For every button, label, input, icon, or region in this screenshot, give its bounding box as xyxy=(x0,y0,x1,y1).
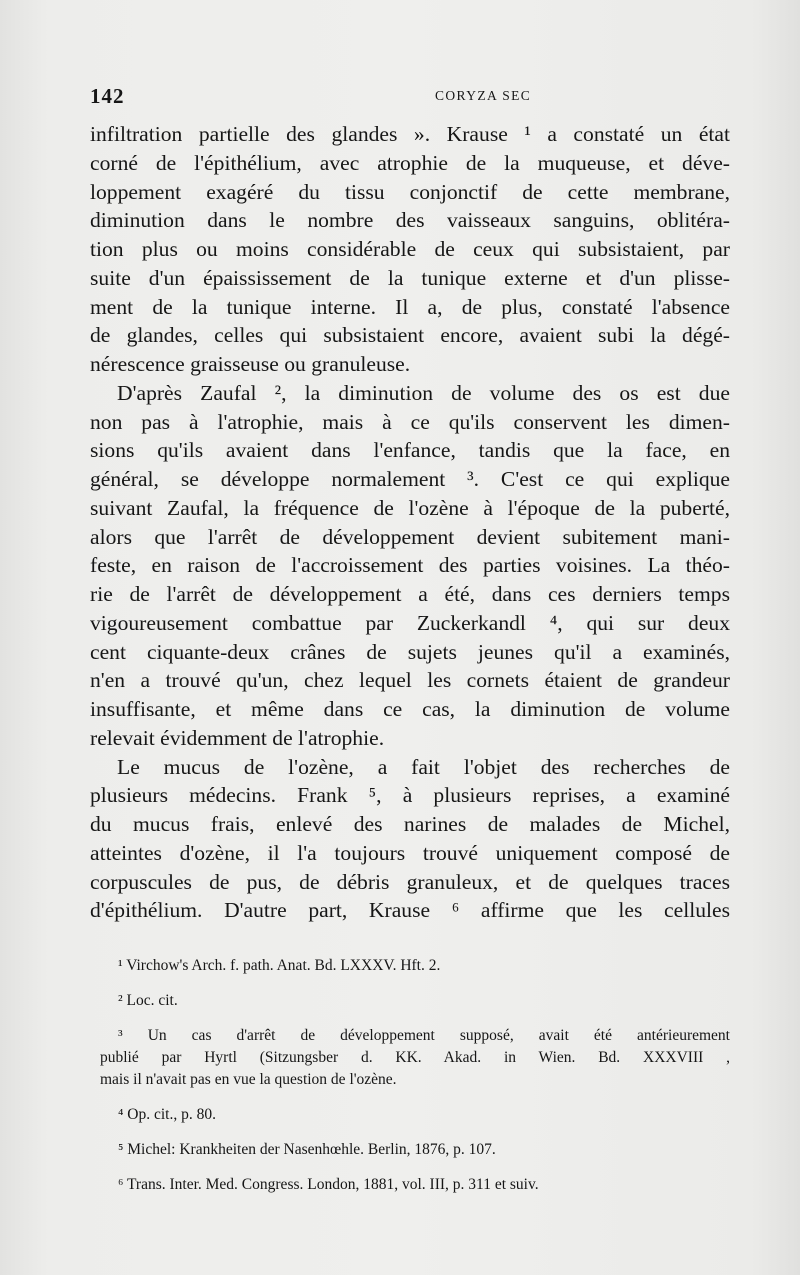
body-line: cent ciquante-deux crânes de sujets jeunes qu'il a examinés, xyxy=(90,639,730,664)
footnote-2: ² Loc. cit. xyxy=(118,992,178,1009)
page-number: 142 xyxy=(90,84,125,108)
body-line: plusieurs médecins. Frank ⁵, à plusieurs reprises, a examiné xyxy=(90,783,730,808)
body-line: alors que l'arrêt de développement devient subitement mani- xyxy=(90,524,730,549)
body-line: du mucus frais, enlevé des narines de malades de Michel, xyxy=(90,812,730,836)
body-line: rie de l'arrêt de développement a été, dans ces derniers temps xyxy=(90,582,730,606)
paragraph-start-line: D'après Zaufal ², la diminution de volume des os est due xyxy=(117,380,730,405)
body-line: ment de la tunique interne. Il a, de plus, constaté l'absence xyxy=(90,294,730,319)
page-header xyxy=(90,84,730,114)
body-line: tion plus ou moins considérable de ceux qui subsistaient, par xyxy=(90,237,730,261)
body-line: suite d'un épaississement de la tunique externe et d'un plisse- xyxy=(90,265,730,290)
body-line: de glandes, celles qui subsistaient encore, avaient subi la dégé- xyxy=(90,323,730,348)
body-line: feste, en raison de l'accroissement des parties voisines. La théo- xyxy=(90,553,730,578)
body-line: corné de l'épithélium, avec atrophie de la muqueuse, et déve- xyxy=(90,150,730,175)
body-line: relevait évidemment de l'atrophie. xyxy=(90,725,385,750)
body-line: insuffisante, et même dans ce cas, la diminution de volume xyxy=(90,697,730,721)
body-line: loppement exagéré du tissu conjonctif de cette membrane, xyxy=(90,179,730,204)
body-line: vigoureusement combattue par Zuckerkandl ⁴, qui sur deux xyxy=(90,610,730,635)
footnote-5: ⁵ Michel: Krankheiten der Nasenhœhle. Berlin, 1876, p. 107. xyxy=(118,1141,496,1158)
body-line: suivant Zaufal, la fréquence de l'ozène à l'époque de la puberté, xyxy=(90,495,730,520)
body-line: diminution dans le nombre des vaisseaux sanguins, oblitéra- xyxy=(90,208,730,233)
body-line: nérescence graisseuse ou granuleuse. xyxy=(90,352,411,376)
footnote-6: ⁶ Trans. Inter. Med. Congress. London, 1881, vol. III, p. 311 et suiv. xyxy=(118,1176,539,1193)
footnote-1: ¹ Virchow's Arch. f. path. Anat. Bd. LXXXV. Hft. 2. xyxy=(118,957,441,974)
paragraph-start-line: Le mucus de l'ozène, a fait l'objet des recherches de xyxy=(117,754,730,779)
body-line: n'en a trouvé qu'un, chez lequel les cornets étaient de grandeur xyxy=(90,668,730,693)
body-line: non pas à l'atrophie, mais à ce qu'ils conservent les dimen- xyxy=(90,409,730,434)
footnote-3 xyxy=(100,1025,730,1091)
body-line: atteintes d'ozène, il l'a toujours trouvé uniquement composé de xyxy=(90,840,730,865)
footnote-line: publié par Hyrtl (Sitzungsber d. KK. Akad. in Wien. Bd. XXXVIII , xyxy=(100,1049,730,1066)
body-line: corpuscules de pus, de débris granuleux, et de quelques traces xyxy=(90,869,730,894)
body-line: sions qu'ils avaient dans l'enfance, tandis que la face, en xyxy=(90,438,730,463)
body-line: d'épithélium. D'autre part, Krause ⁶ affirme que les cellules xyxy=(90,898,730,923)
body-line: général, se développe normalement ³. C'est ce qui explique xyxy=(90,467,730,491)
footnote-line: ³ Un cas d'arrêt de développement supposé, avait été antérieurement xyxy=(118,1027,730,1044)
footnote-line: mais il n'avait pas en vue la question de l'ozène. xyxy=(100,1071,397,1088)
footnote-4: ⁴ Op. cit., p. 80. xyxy=(118,1106,216,1123)
body-text xyxy=(90,120,730,925)
body-line: infiltration partielle des glandes ». Krause ¹ a constaté un état xyxy=(90,122,730,146)
running-title: CORYZA SEC xyxy=(435,88,532,103)
footnotes xyxy=(100,955,730,1209)
